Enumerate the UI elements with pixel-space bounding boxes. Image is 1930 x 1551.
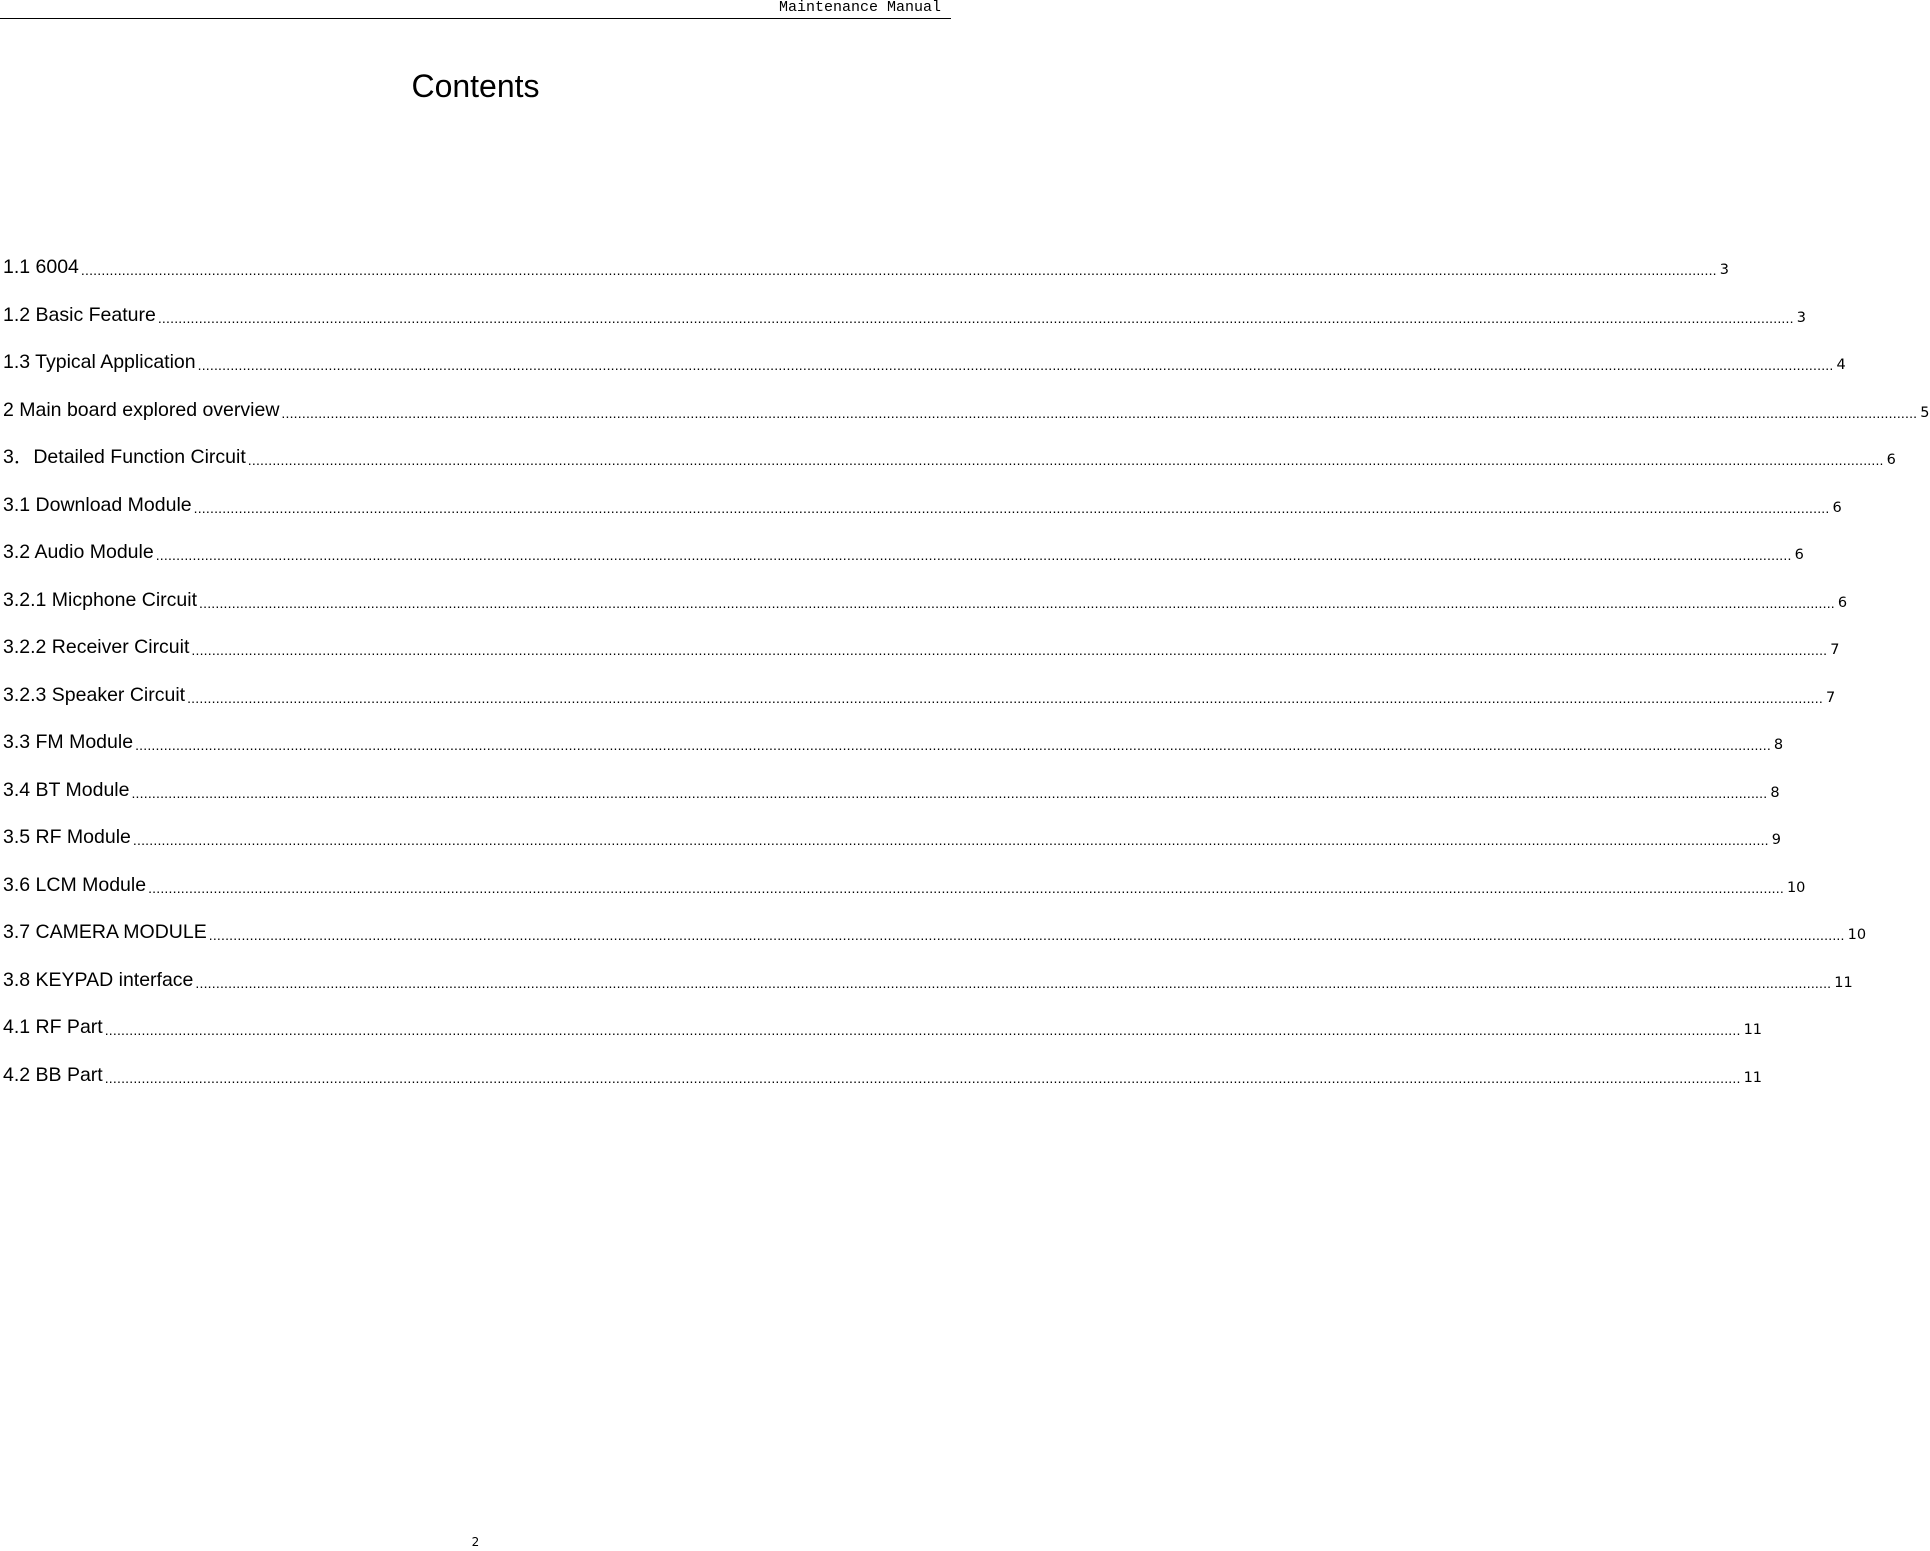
toc-entry[interactable] — [3, 918, 1867, 945]
toc-dot-leader: ................................................................................................................................................................................................................................................................................................................................................................................................................ — [281, 404, 1918, 421]
toc-entry[interactable] — [3, 1013, 1763, 1040]
toc-entry-page: 11 — [1743, 1069, 1763, 1086]
toc-entry-label: 3.8 KEYPAD interface — [3, 968, 194, 991]
toc-entry-page: 8 — [1773, 737, 1784, 753]
toc-entry-label: 3.2.1 Micphone Circuit — [3, 588, 198, 611]
toc-entry-label: 1.3 Typical Application — [3, 351, 196, 373]
toc-entry[interactable] — [3, 538, 1804, 565]
toc-entry-page: 11 — [1834, 974, 1853, 991]
toc-entry-label: 2 Main board explored overview — [3, 398, 280, 421]
toc-entry-label: 3.4 BT Module — [3, 778, 130, 801]
toc-entry[interactable] — [3, 443, 1896, 470]
toc-entry[interactable] — [3, 396, 1930, 423]
toc-entry-page: 10 — [1847, 927, 1867, 943]
toc-entry[interactable] — [3, 681, 1836, 708]
toc-dot-leader: ................................................................................................................................................................................................................................................................................................................................................................................................................ — [193, 499, 1830, 516]
toc-entry-page: 11 — [1743, 1022, 1763, 1038]
toc-entry-page: 10 — [1786, 879, 1806, 896]
toc-dot-leader: ................................................................................................................................................................................................................................................................................................................................................................................................................ — [80, 262, 1717, 278]
toc-entry-label: 3.1 Download Module — [3, 493, 192, 516]
toc-entry[interactable] — [3, 776, 1780, 803]
toc-dot-leader: ................................................................................................................................................................................................................................................................................................................................................................................................................ — [132, 832, 1769, 848]
toc-entry-label: 3.6 LCM Module — [3, 873, 147, 896]
toc-entry-page: 6 — [1837, 594, 1848, 611]
toc-entry-label: 4.2 BB Part — [3, 1063, 103, 1086]
toc-entry-page: 6 — [1794, 547, 1804, 563]
toc-entry-page: 6 — [1886, 452, 1896, 468]
toc-dot-leader: ................................................................................................................................................................................................................................................................................................................................................................................................................ — [131, 784, 1768, 801]
toc-entry-label: 3.3 FM Module — [3, 731, 134, 753]
toc-dot-leader: ................................................................................................................................................................................................................................................................................................................................................................................................................ — [191, 642, 1828, 658]
toc-entry-page: 9 — [1771, 832, 1781, 848]
page-title: Contents — [411, 68, 540, 104]
page-number: 2 — [471, 1535, 480, 1549]
toc-dot-leader: ................................................................................................................................................................................................................................................................................................................................................................................................................ — [187, 689, 1823, 706]
toc-entry-page: 8 — [1770, 784, 1780, 801]
toc-entry-page: 3 — [1719, 262, 1729, 278]
toc-entry-label: 3.2 Audio Module — [3, 541, 154, 563]
toc-dot-leader: ................................................................................................................................................................................................................................................................................................................................................................................................................ — [135, 737, 1771, 753]
toc-dot-leader: ................................................................................................................................................................................................................................................................................................................................................................................................................ — [208, 927, 1845, 943]
toc-entry[interactable] — [3, 586, 1848, 613]
toc-entry-label: 3.2.3 Speaker Circuit — [3, 683, 186, 706]
toc-dot-leader: ................................................................................................................................................................................................................................................................................................................................................................................................................ — [157, 309, 1794, 326]
toc-entry-label: 4.1 RF Part — [3, 1016, 103, 1038]
toc-entry[interactable] — [3, 301, 1806, 328]
toc-entry-page: 6 — [1832, 499, 1842, 516]
toc-dot-leader: ................................................................................................................................................................................................................................................................................................................................................................................................................ — [104, 1069, 1741, 1086]
toc-entry-page: 5 — [1920, 404, 1930, 421]
toc-entry[interactable] — [3, 348, 1846, 375]
toc-entry[interactable] — [3, 491, 1842, 518]
toc-entry[interactable] — [3, 966, 1853, 993]
table-of-contents — [3, 253, 1930, 1108]
toc-dot-leader: ................................................................................................................................................................................................................................................................................................................................................................................................................ — [155, 547, 1792, 563]
toc-entry[interactable] — [3, 633, 1840, 660]
toc-entry[interactable] — [3, 823, 1781, 850]
toc-entry[interactable] — [3, 728, 1784, 755]
toc-entry[interactable] — [3, 1061, 1763, 1088]
toc-entry-label: 1.2 Basic Feature — [3, 303, 156, 326]
toc-entry-label: 3.2.2 Receiver Circuit — [3, 636, 190, 658]
toc-dot-leader: ................................................................................................................................................................................................................................................................................................................................................................................................................ — [199, 594, 1835, 611]
toc-entry-label: 1.1 6004 — [3, 256, 79, 278]
toc-entry-label: 3.7 CAMERA MODULE — [3, 921, 207, 943]
toc-dot-leader: ................................................................................................................................................................................................................................................................................................................................................................................................................ — [247, 452, 1884, 468]
toc-entry-page: 7 — [1825, 689, 1836, 706]
toc-dot-leader: ................................................................................................................................................................................................................................................................................................................................................................................................................ — [104, 1022, 1741, 1038]
toc-dot-leader: ................................................................................................................................................................................................................................................................................................................................................................................................................ — [148, 879, 1784, 896]
toc-entry[interactable] — [3, 871, 1806, 898]
running-header-title: Maintenance Manual — [778, 0, 941, 16]
toc-entry-page: 4 — [1836, 357, 1846, 373]
toc-entry-page: 3 — [1796, 309, 1806, 326]
header-rule — [0, 18, 951, 19]
toc-entry-page: 7 — [1830, 642, 1840, 658]
toc-entry-label: 3.5 RF Module — [3, 826, 131, 848]
toc-dot-leader: ................................................................................................................................................................................................................................................................................................................................................................................................................ — [197, 357, 1834, 373]
toc-entry[interactable] — [3, 253, 1729, 280]
toc-dot-leader: ................................................................................................................................................................................................................................................................................................................................................................................................................ — [195, 974, 1832, 991]
toc-entry-label: 3．Detailed Function Circuit — [3, 446, 246, 468]
